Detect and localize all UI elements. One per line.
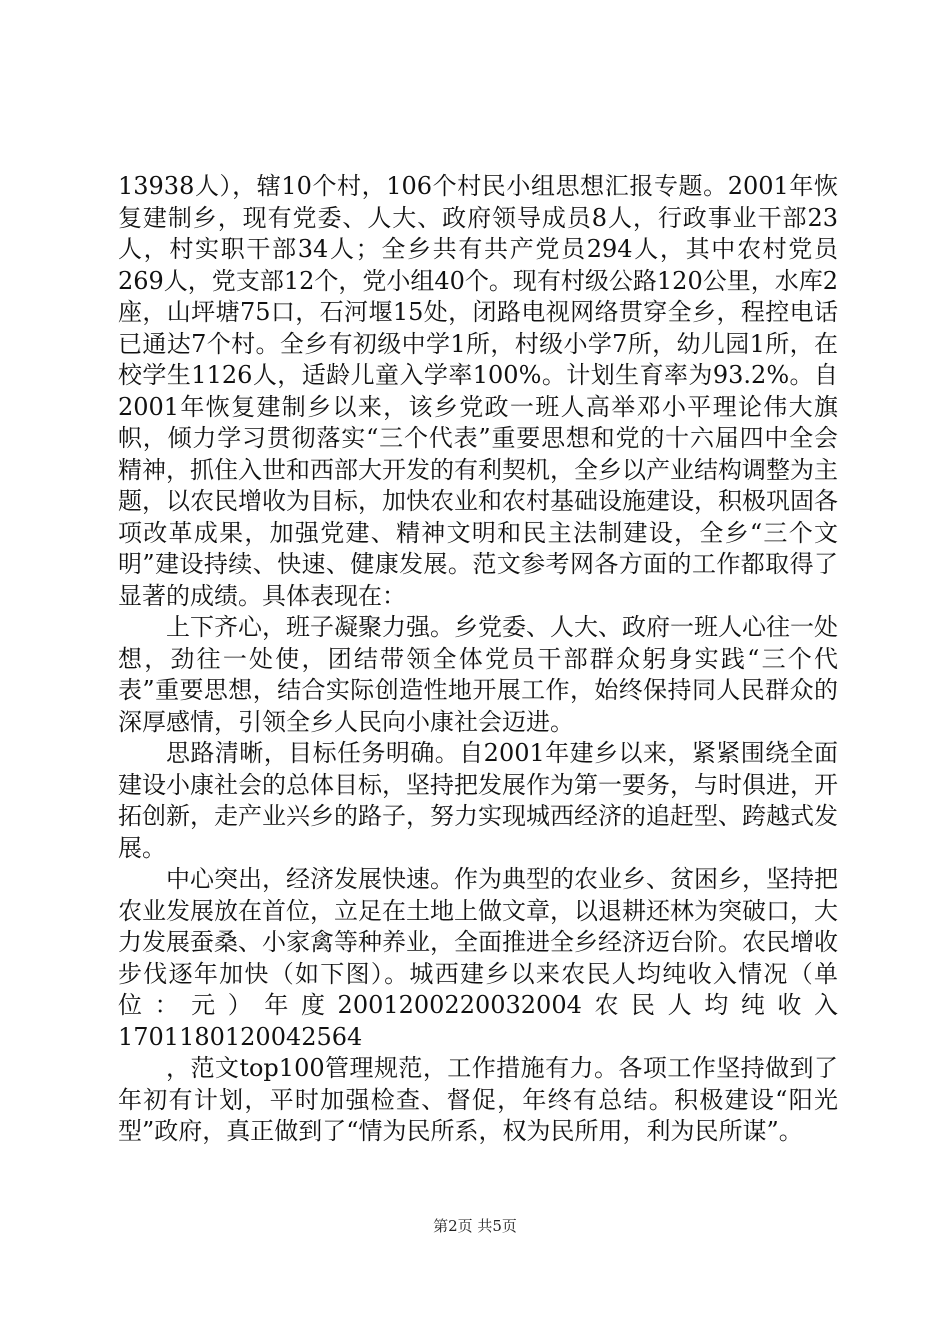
paragraph-3: 思路清晰，目标任务明确。自2001年建乡以来，紧紧围绕全面建设小康社会的总体目标，坚持把发展作为第一要务，与时俱进，开拓创新，走产业兴乡的路子，努力实现城西经济的追赶型、跨越式发展。	[118, 739, 838, 862]
paragraph-1: 13938人），辖10个村，106个村民小组思想汇报专题。2001年恢复建制乡，现有党委、人大、政府领导成员8人，行政事业干部23人，村实职干部34人；全乡共有共产党员294人，其中农村党员269人，党支部12个，党小组40个。现有村级公路120公里，水库2座，山坪塘75口，石河堰15处，闭路电视网络贯穿全乡，程控电话已通达7个村。全乡有初级中学1所，村级小学7所，幼儿园1所，在校学生1126人，适龄儿童入学率100%。计划生育率为93.2%。自2001年恢复建制乡以来，该乡党政一班人高举邓小平理论伟大旗帜，倾力学习贯彻落实“三个代表”重要思想和党的十六届四中全会精神，抓住入世和西部大开发的有利契机，全乡以产业结构调整为主题，以农民增收为目标，加快农业和农村基础设施建设，积极巩固各项改革成果，加强党建、精神文明和民主法制建设，全乡“三个文明”建设持续、快速、健康发展。范文参考网各方面的工作都取得了显著的成绩。具体表现在：	[118, 172, 838, 610]
document-body	[118, 171, 838, 1148]
paragraph-5: ，范文top100管理规范，工作措施有力。各项工作坚持做到了年初有计划，平时加强检查、督促，年终有总结。积极建设“阳光型”政府，真正做到了“情为民所系，权为民所用，利为民所谋”。	[118, 1054, 838, 1145]
paragraph-2: 上下齐心，班子凝聚力强。乡党委、人大、政府一班人心往一处想，劲往一处使，团结带领全体党员干部群众躬身实践“三个代表”重要思想，结合实际创造性地开展工作，始终保持同人民群众的深厚感情，引领全乡人民向小康社会迈进。	[118, 613, 838, 736]
paragraph-4: 中心突出，经济发展快速。作为典型的农业乡、贫困乡，坚持把农业发展放在首位，立足在土地上做文章，以退耕还林为突破口，大力发展蚕桑、小家禽等种养业，全面推进全乡经济迈台阶。农民增收步伐逐年加快（如下图）。城西建乡以来农民人均纯收入情况（单位：元）年度2001200220032004农民人均纯收入1701180120042564	[118, 865, 838, 1051]
page-number-footer: 第2页 共5页	[433, 1217, 517, 1235]
